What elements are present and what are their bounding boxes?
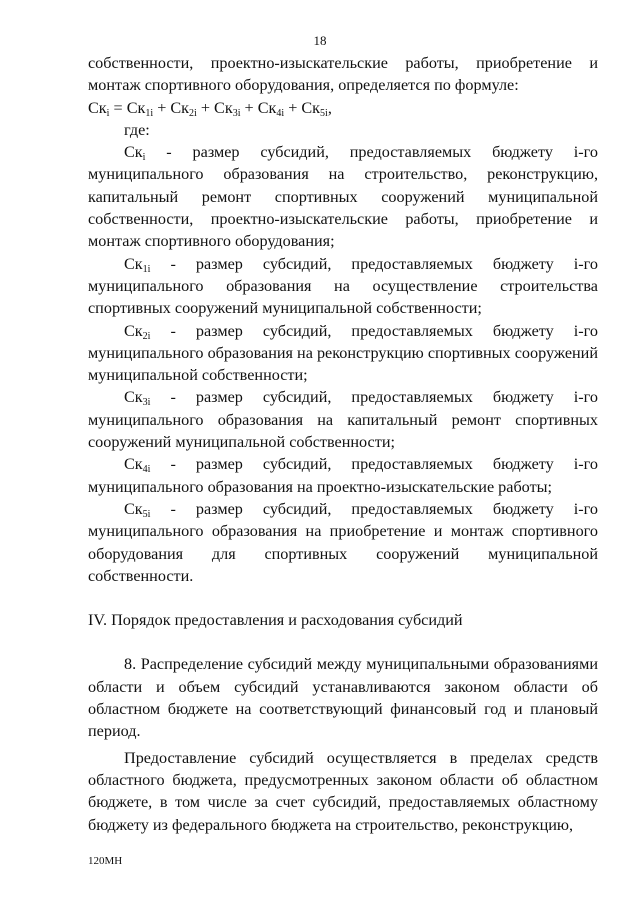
footer-code: 120МН (88, 855, 123, 867)
definition-ck3: $Ск_{3i}$ - размер субсидий, предоставляемых бюджету i-го муниципального образования на капитальный ремонт спортивных сооружений муниципальной собственности; (88, 388, 598, 452)
definition-ck2: $Ск_{2i}$ - размер субсидий, предоставляемых бюджету i-го муниципального образования на реконструкцию спортивных сооружений муниципальной собственности; (88, 321, 598, 385)
definition-ck1: $Ск_{1i}$ - размер субсидий, предоставляемых бюджету i-го муниципального образования на осуществление строительства спортивных сооружений муниципальной собственности; (88, 254, 598, 318)
definition-ck5: $Ск_{5i}$ - размер субсидий, предоставляемых бюджету i-го муниципального образования на приобретение и монтаж спортивного оборудования для спортивных сооружений муниципальной собственности. (88, 499, 598, 585)
page-number: 18 (313, 33, 327, 48)
paragraph-provision: Предоставление субсидий осуществляется в пределах средств областного бюджета, предусмотренных законом области об областном бюджете, в том числе за счет субсидий, предоставляемых областному бюджету из федерального бюджета на строительство, реконструкцию, (88, 748, 598, 834)
paragraph-8: 8. Распределение субсидий между муниципальными образованиями области и объем субсидий устанавливаются законом области об областном бюджете на соответствующий финансовый год и плановый период. (88, 655, 598, 741)
definition-ck4: $Ск_{4i}$ - размер субсидий, предоставляемых бюджету i-го муниципального образования на проектно-изыскательские работы; (88, 455, 598, 496)
formula: $Ск_i = Ск_{1i} + Ск_{2i} + Ск_{3i} + Ск_{4i} + Ск_{5i}$, (88, 98, 332, 119)
document-body (88, 52, 598, 836)
section-heading: IV. Порядок предоставления и расходования субсидий (88, 611, 463, 630)
intro-paragraph: собственности, проектно-изыскательские работы, приобретение и монтаж спортивного оборудования, определяется по формуле: (88, 54, 598, 95)
where-label: где: (124, 120, 150, 139)
definition-ck: $Ск_i$ - размер субсидий, предоставляемых бюджету i-го муниципального образования на строительство, реконструкцию, капитальный ремонт спортивных сооружений муниципальной собственности, проектно-изыскательские работы, приобретение и монтаж спортивного оборудования; (88, 143, 598, 251)
formula-lhs: Ск (88, 98, 107, 117)
